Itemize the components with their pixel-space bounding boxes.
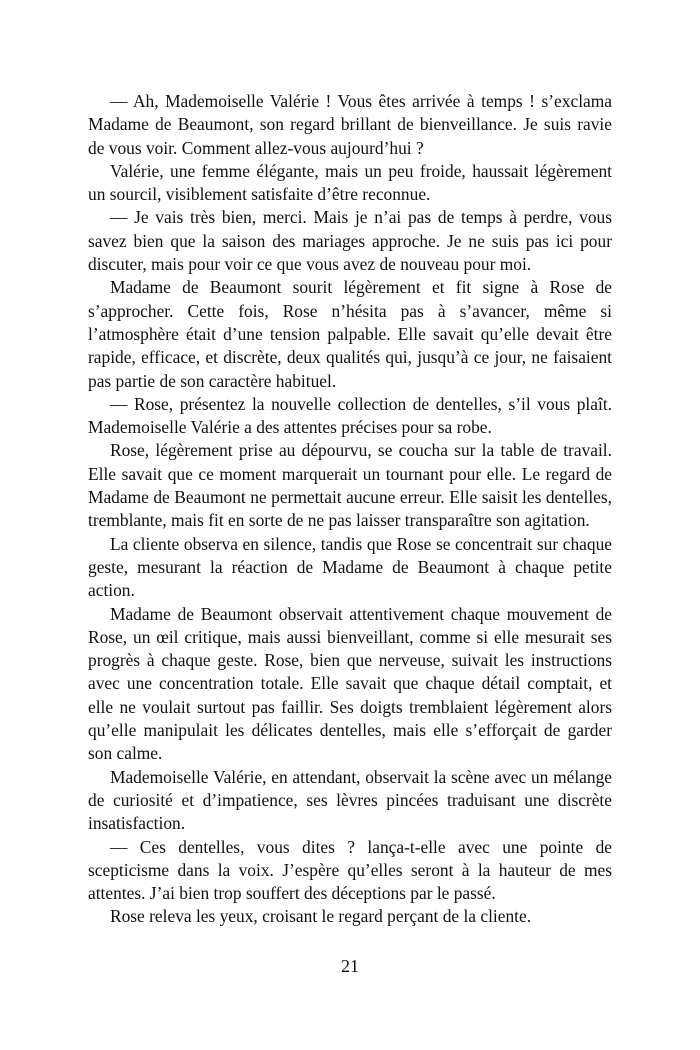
page-body [88, 90, 612, 929]
paragraph: La cliente observa en silence, tandis que Rose se concentrait sur chaque geste, mesurant la réaction de Madame de Beaumont à chaque petite action. [88, 533, 612, 601]
paragraph: Mademoiselle Valérie, en attendant, observait la scène avec un mélange de curiosité et d’impatience, ses lèvres pincées traduisant une discrète insatisfaction. [88, 766, 612, 834]
paragraph: Valérie, une femme élégante, mais un peu froide, haussait légèrement un sourcil, visiblement satisfaite d’être reconnue. [88, 160, 612, 205]
page-number: 21 [341, 956, 359, 976]
paragraph: — Je vais très bien, merci. Mais je n’ai pas de temps à perdre, vous savez bien que la saison des mariages approche. Je ne suis pas ici pour discuter, mais pour voir ce que vous avez de nouveau pour moi. [88, 207, 612, 275]
paragraph: Rose releva les yeux, croisant le regard perçant de la cliente. [110, 906, 532, 927]
paragraph: Madame de Beaumont sourit légèrement et fit signe à Rose de s’approcher. Cette fois, Rose n’hésita pas à s’avancer, même si l’atmosphère était d’une tension palpable. Elle savait qu’elle devait être rapide, efficace, et discrète, deux qualités qui, jusqu’à ce jour, ne faisaient pas partie de son caractère habituel. [88, 277, 612, 391]
paragraph: — Rose, présentez la nouvelle collection de dentelles, s’il vous plaît. Mademoiselle Valérie a des attentes précises pour sa robe. [88, 393, 612, 438]
paragraph: Madame de Beaumont observait attentivement chaque mouvement de Rose, un œil critique, mais aussi bienveillant, comme si elle mesurait ses progrès à chaque geste. Rose, bien que nerveuse, suivait les instructions avec une concentration totale. Elle savait que chaque détail comptait, et elle ne voulait surtout pas faillir. Ses doigts tremblaient légèrement alors qu’elle manipulait les délicates dentelles, mais elle s’efforçait de garder son calme. [88, 603, 612, 764]
paragraph: Rose, légèrement prise au dépourvu, se coucha sur la table de travail. Elle savait que ce moment marquerait un tournant pour elle. Le regard de Madame de Beaumont ne permettait aucune erreur. Elle saisit les dentelles, tremblante, mais fit en sorte de ne pas laisser transparaître son agitation. [88, 440, 612, 531]
paragraph: — Ah, Mademoiselle Valérie ! Vous êtes arrivée à temps ! s’exclama Madame de Beaumont, son regard brillant de bienveillance. Je suis ravie de vous voir. Comment allez-vous aujourd’hui ? [88, 91, 612, 158]
paragraph: — Ces dentelles, vous dites ? lança-t-elle avec une pointe de scepticisme dans la voix. J’espère qu’elles seront à la hauteur de mes attentes. J’ai bien trop souffert des déceptions par le passé. [88, 836, 612, 904]
